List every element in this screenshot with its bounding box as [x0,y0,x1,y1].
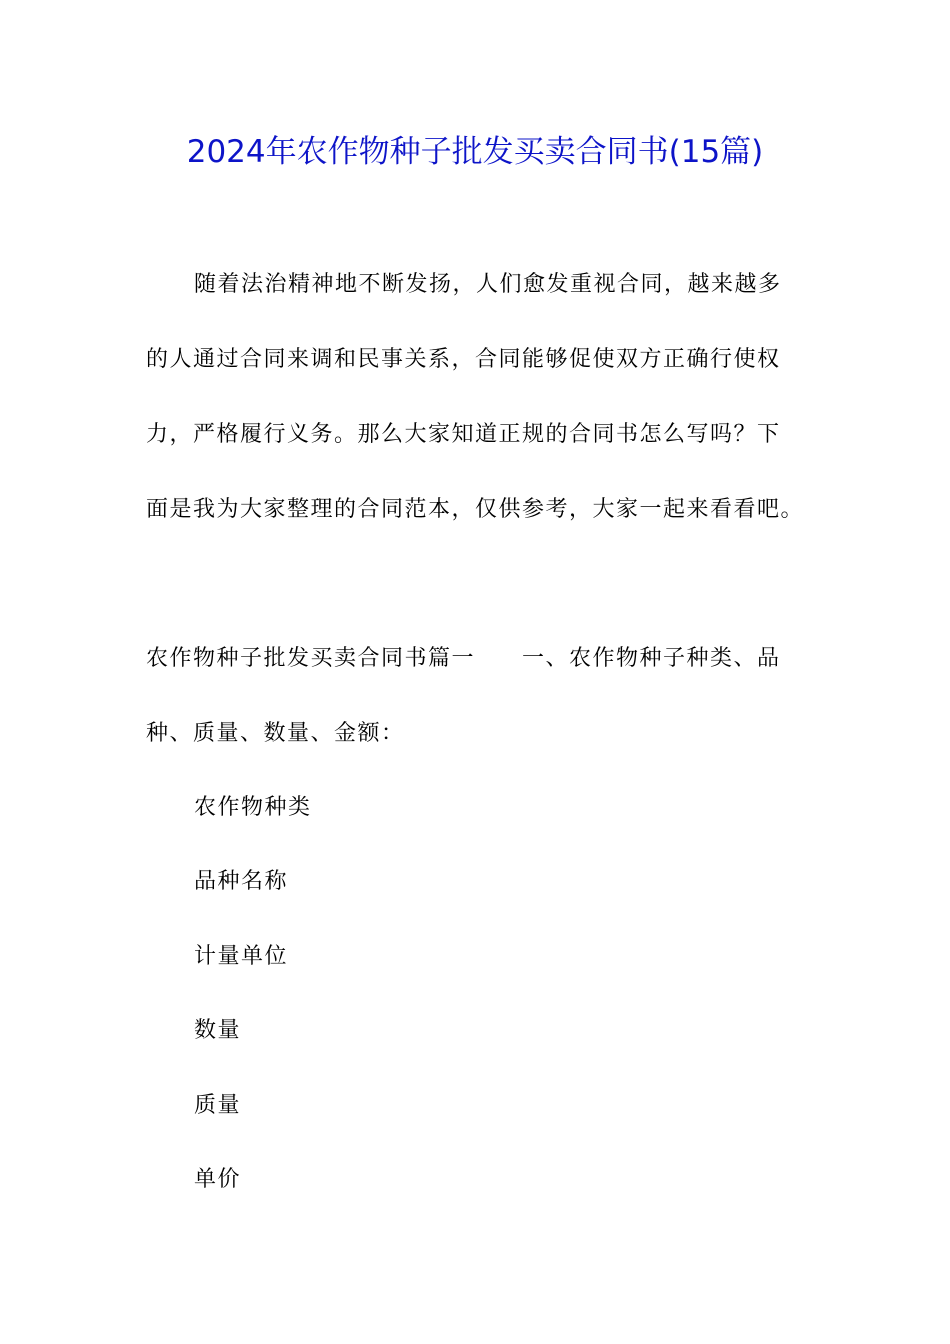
list-item-unit-price: 单价 [194,1167,242,1192]
list-item-variety-name: 品种名称 [194,869,289,894]
intro-line-4: 面是我为大家整理的合同范本，仅供参考，大家一起来看看吧。 [146,497,805,522]
document-title: 2024年农作物种子批发买卖合同书(15篇) [186,134,764,170]
intro-line-2: 的人通过合同来调和民事关系，合同能够促使双方正确行使权 [146,347,781,372]
list-item-crop-type: 农作物种类 [194,795,312,820]
section-heading-line-2: 种、质量、数量、金额： [146,721,405,746]
intro-line-3: 力，严格履行义务。那么大家知道正规的合同书怎么写吗？下 [146,422,781,447]
list-item-quality: 质量 [194,1093,242,1118]
list-item-unit: 计量单位 [194,944,289,969]
intro-line-1: 随着法治精神地不断发扬，人们愈发重视合同，越来越多 [194,272,782,297]
list-item-quantity: 数量 [194,1018,242,1043]
section-heading-line-1: 农作物种子批发买卖合同书篇一 一、农作物种子种类、品 [146,646,781,671]
